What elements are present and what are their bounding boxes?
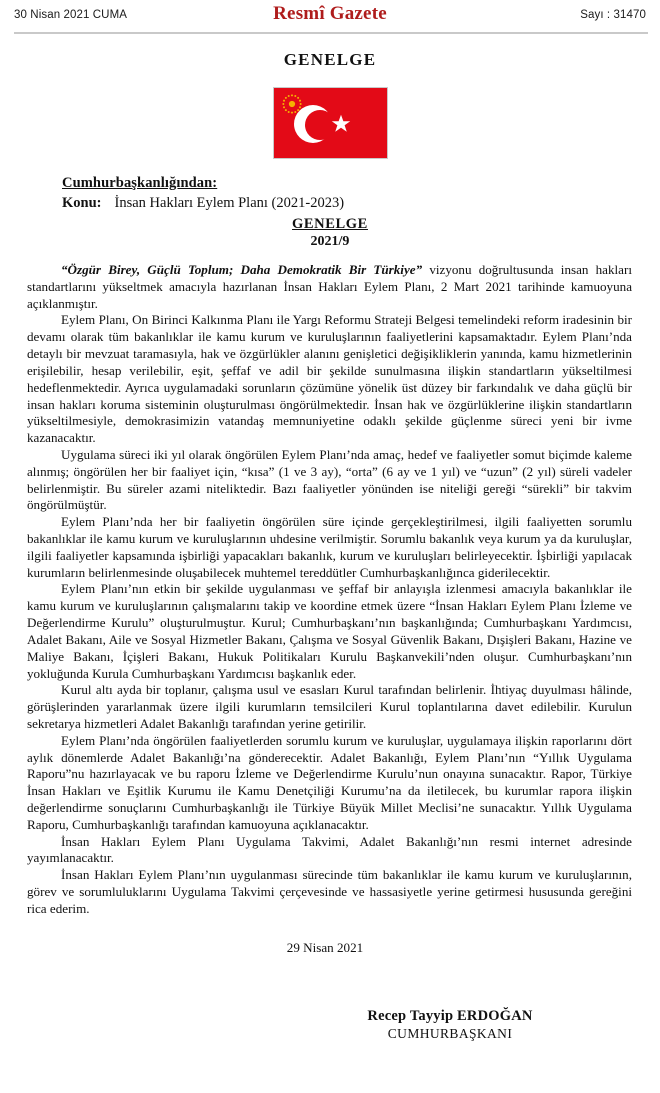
document-type-heading: GENELGE bbox=[283, 50, 377, 69]
issuing-authority: Cumhurbaşkanlığından: bbox=[62, 175, 218, 191]
signature-block bbox=[0, 1008, 660, 1042]
paragraph-1 bbox=[27, 262, 632, 312]
paragraph-1-rest: vizyonu doğrultusunda insan hakları standartlarını yükseltmek amacıyla hazırlanan İnsan Hakları Eylem Planı, 2 Mart 2021 tarihinde kamuoyuna açıklanmıştır. bbox=[27, 262, 632, 311]
circular-heading: GENELGE bbox=[292, 216, 368, 232]
paragraph-5: Eylem Planı’nın etkin bir şekilde uygulanması ve şeffaf bir anlayışla izlenmesi amacıyla bakanlıklar ile kamu kurum ve kuruluşlarının çalışmalarını takip ve koordine etmek üzere “İnsan Hakları Eylem Planı İzleme ve Değerlendirme Kurulu” oluşturulmuştur. Kurul; Cumhurbaşkanı’nın başkanlığında; Cumhurbaşkanı Yardımcısı, Adalet Bakanı, Aile ve Sosyal Hizmetler Bakanı, Çalışma ve Sosyal Güvenlik Bakanı, Dışişleri Bakanı, Hazine ve Maliye Bakanı, İçişleri Bakanı, Hukuk Politikaları Kurulu Başkanvekili’nden oluşur. Cumhurbaşkanı’nın yokluğunda Kurula Cumhurbaşkanı Yardımcısı başkanlık eder. bbox=[27, 581, 632, 681]
signatory-title: CUMHURBAŞKANI bbox=[387, 1025, 513, 1041]
five-pointed-star-icon bbox=[331, 114, 351, 134]
signatory-name: Recep Tayyip ERDOĞAN bbox=[367, 1007, 533, 1024]
paragraph-9: İnsan Hakları Eylem Planı’nın uygulanması sürecinde tüm bakanlıklar ile kamu kurum ve kuruluşlarının, görev ve sorumluluklarını Uygulama Takvimi çerçevesinde ve hassasiyetle yerine getirmesi hususunda gereğini rica ederim. bbox=[27, 867, 632, 916]
paragraph-6: Kurul altı ayda bir toplanır, çalışma usul ve esasları Kurul tarafından belirlenir. İhtiyaç duyulması hâlinde, görüşlerinden yararlanmak üzere ilgili kurumların temsilcileri Kurul toplantılarına davet edilebilir. Kurulun sekretarya hizmetleri Adalet Bakanlığı tarafından yerine getirilir. bbox=[27, 682, 632, 731]
vision-statement-quote: “Özgür Birey, Güçlü Toplum; Daha Demokratik Bir Türkiye” bbox=[61, 262, 423, 277]
subject-value: İnsan Hakları Eylem Planı (2021-2023) bbox=[114, 195, 345, 211]
paragraph-2: Eylem Planı, On Birinci Kalkınma Planı ile Yargı Reformu Strateji Belgesi temelindeki reform iradesinin bir devamı olarak tüm bakanlıklar ile kamu kurum ve kuruluşlarının faaliyetlerini kapsamaktadır. Eylem Planı’nda detaylı bir mevzuat taramasıyla, hak ve özgürlükler alanını genişletici değişikliklerin yanında, kamu hizmetlerinin erişilebilir, hesap verilebilir, eşit, şeffaf ve adil bir şekilde sunulmasına ilişkin standartların yükseltilmesi hedeflenmektedir. Ayrıca uygulamadaki sorunların çözümüne yönelik üst düzey bir farkındalık ve daha güçlü bir insan hakları koruma sisteminin oluşturulması öngörülmektedir. İnsan hak ve özgürlüklerine ilişkin standartların yükseltilmesiyle, demokrasimizin vatandaş memnuniyetine odaklı şekilde güçlenme süreci yeni bir ivme kazanacaktır. bbox=[27, 312, 632, 446]
signature-date: 29 Nisan 2021 bbox=[286, 939, 364, 955]
gazette-masthead bbox=[0, 0, 660, 30]
paragraph-4: Eylem Planı’nda her bir faaliyetin öngörülen süre içinde gerçekleştirilmesi, ilgili faaliyetten sorumlu bakanlıklar ile kamu kurum ve kuruluşlarının uhdesine verilmiştir. Sorumlu bakanlık veya kurum ya da kuruluşlar, ilgili faaliyetler kapsamında işbirliği yapacakları bakanlık, kurum ve kuruluşları belirleyecektir. İşbirliği yapılacak kurumların belirlenmesinde oluşabilecek muhtemel tereddütler Cumhurbaşkanlığınca giderilecektir. bbox=[27, 514, 632, 580]
subject-row bbox=[62, 195, 660, 212]
subject-label: Konu: bbox=[62, 195, 102, 211]
gazette-issue-number: Sayı : 31470 bbox=[580, 9, 646, 21]
gazette-title: Resmî Gazete bbox=[273, 3, 387, 24]
flag-container bbox=[0, 87, 660, 159]
paragraph-8: İnsan Hakları Eylem Planı Uygulama Takvimi, Adalet Bakanlığı’nın resmi internet adresinde yayımlanacaktır. bbox=[27, 833, 632, 866]
gazette-publication-date: 30 Nisan 2021 CUMA bbox=[14, 9, 128, 21]
masthead-divider bbox=[14, 32, 648, 34]
paragraph-3: Uygulama süreci iki yıl olarak öngörülen Eylem Planı’nda amaç, hedef ve faaliyetler somut biçimde kaleme alınmış; öngörülen her bir faaliyet için, “kısa” (1 ve 3 ay), “orta” (6 ay ve 1 yıl) ve “uzun” (2 yıl) süreli vadeler belirlenmiştir. Bu süreler azami niteliktedir. Bazı faaliyetler yönünden ise niteliği gereği “sürekli” bir takvim öngörülmüştür. bbox=[27, 446, 632, 513]
issuer-block bbox=[62, 175, 660, 212]
document-body bbox=[27, 262, 632, 918]
turkish-presidential-flag-icon bbox=[273, 87, 388, 159]
sixteen-ray-sun-emblem-icon bbox=[280, 92, 304, 116]
paragraph-7: Eylem Planı’nda öngörülen faaliyetlerden sorumlu kurum ve kuruluşlar, uygulamaya ilişkin raporlarını dört aylık dönemlerde Adalet Bakanlığı’na gönderecektir. Adalet Bakanlığı, Eylem Planı’nın “Yıllık Uygulama Raporu”nu hazırlayacak ve bu raporu İzleme ve Değerlendirme Kurulu’nun onayına sunacaktır. Rapor, Türkiye İnsan Hakları ve Eşitlik Kurumu ile Kamu Denetçiliği Kurumu’na da iletilecek, bu kurumlar rapora ilişkin değerlendirme sonuçlarını Cumhurbaşkanlığı ile Türkiye Büyük Millet Meclisi’ne sunacaktır. Yıllık Uygulama Raporu, Cumhurbaşkanlığı tarafından kamuoyuna açıklanacaktır. bbox=[27, 732, 632, 832]
circular-number: 2021/9 bbox=[310, 234, 350, 249]
